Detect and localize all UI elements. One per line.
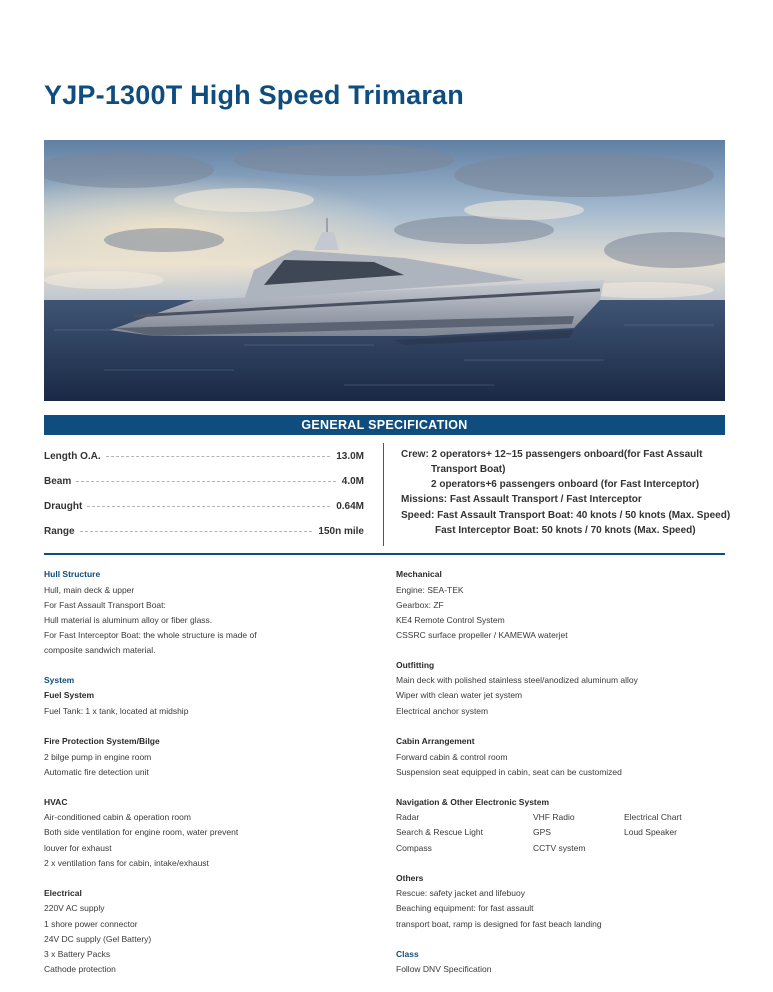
electrical-line: 220V AC supply	[44, 903, 105, 913]
hull-heading: Hull Structure	[44, 569, 101, 579]
hull-line: Hull, main deck & upper	[44, 585, 135, 595]
electrical-line: 24V DC supply (Gel Battery)	[44, 934, 152, 944]
dimension-value: 0.64M	[336, 500, 364, 512]
spec-divider	[383, 443, 384, 546]
outfitting-line: Electrical anchor system	[396, 706, 489, 716]
cabin-heading: Cabin Arrangement	[396, 736, 475, 746]
cabin-line: Forward cabin & control room	[396, 752, 508, 762]
hull-line: Hull material is aluminum alloy or fiber glass.	[44, 615, 213, 625]
fuel-system-heading: Fuel System	[44, 690, 95, 700]
electrical-line: Cathode protection	[44, 964, 116, 974]
navigation-heading: Navigation & Other Electronic System	[396, 797, 550, 807]
others-line: transport boat, ramp is designed for fast beach landing	[396, 919, 602, 929]
hull-line: composite sandwich material.	[44, 645, 156, 655]
speed-spec-interceptor: Fast Interceptor Boat: 50 knots / 70 knots (Max. Speed)	[435, 525, 696, 536]
hull-line: For Fast Assault Transport Boat:	[44, 600, 166, 610]
leader-dots	[76, 481, 336, 482]
nav-item: VHF Radio	[533, 812, 575, 822]
fuel-line: Fuel Tank: 1 x tank, located at midship	[44, 706, 189, 716]
others-heading: Others	[396, 873, 424, 883]
missions-spec: Missions: Fast Assault Transport / Fast Interceptor	[401, 494, 642, 505]
nav-item: Electrical Chart	[624, 812, 682, 822]
section-rule	[44, 553, 725, 555]
hvac-line: Air-conditioned cabin & operation room	[44, 812, 191, 822]
hvac-line: Both side ventilation for engine room, water prevent	[44, 827, 239, 837]
mechanical-line: Engine: SEA-TEK	[396, 585, 464, 595]
speed-spec: Speed: Fast Assault Transport Boat: 40 knots / 50 knots (Max. Speed)	[401, 510, 731, 521]
crew-spec: Crew: 2 operators+ 12~15 passengers onboard(for Fast Assault	[401, 449, 703, 460]
dimension-label: Length O.A.	[44, 450, 101, 462]
class-heading: Class	[396, 949, 419, 959]
crew-spec-interceptor: 2 operators+6 passengers onboard (for Fast Interceptor)	[431, 479, 700, 490]
dimension-row	[44, 498, 364, 514]
electrical-line: 3 x Battery Packs	[44, 949, 111, 959]
hvac-line: 2 x ventilation fans for cabin, intake/exhaust	[44, 858, 209, 868]
nav-item: Loud Speaker	[624, 827, 677, 837]
dimension-label: Draught	[44, 500, 83, 512]
boat-photo	[44, 140, 725, 401]
nav-item: GPS	[533, 827, 551, 837]
cabin-line: Suspension seat equipped in cabin, seat can be customized	[396, 767, 622, 777]
leader-dots	[80, 531, 313, 532]
outfitting-line: Wiper with clean water jet system	[396, 690, 523, 700]
others-line: Rescue: safety jacket and lifebuoy	[396, 888, 525, 898]
dimension-value: 13.0M	[336, 450, 364, 462]
dimension-row	[44, 523, 364, 539]
mechanical-line: Gearbox: ZF	[396, 600, 444, 610]
dimension-label: Range	[44, 525, 75, 537]
dimension-value: 4.0M	[341, 475, 364, 487]
fire-line: 2 bilge pump in engine room	[44, 752, 152, 762]
electrical-heading: Electrical	[44, 888, 82, 898]
others-line: Beaching equipment: for fast assault	[396, 903, 534, 913]
outfitting-heading: Outfitting	[396, 660, 435, 670]
mechanical-line: CSSRC surface propeller / KAMEWA waterjet	[396, 630, 568, 640]
outfitting-line: Main deck with polished stainless steel/anodized aluminum alloy	[396, 675, 638, 685]
nav-item: Search & Rescue Light	[396, 827, 483, 837]
leader-dots	[87, 506, 330, 507]
crew-spec-cont: Transport Boat)	[431, 464, 506, 475]
nav-item: Radar	[396, 812, 420, 822]
fire-line: Automatic fire detection unit	[44, 767, 149, 777]
electrical-line: 1 shore power connector	[44, 919, 138, 929]
system-heading: System	[44, 675, 75, 685]
general-specification-header: GENERAL SPECIFICATION	[44, 415, 725, 435]
dimension-row	[44, 473, 364, 489]
mechanical-heading: Mechanical	[396, 569, 442, 579]
hvac-heading: HVAC	[44, 797, 68, 807]
leader-dots	[106, 456, 331, 457]
dimension-value: 150n mile	[318, 525, 364, 537]
class-line: Follow DNV Specification	[396, 964, 492, 974]
hvac-line: louver for exhaust	[44, 843, 112, 853]
fire-protection-heading: Fire Protection System/Bilge	[44, 736, 160, 746]
hull-line: For Fast Interceptor Boat: the whole structure is made of	[44, 630, 257, 640]
nav-item: Compass	[396, 843, 432, 853]
page-title: YJP-1300T High Speed Trimaran	[44, 80, 464, 110]
mechanical-line: KE4 Remote Control System	[396, 615, 505, 625]
dimension-row	[44, 448, 364, 464]
nav-item: CCTV system	[533, 843, 586, 853]
dimension-label: Beam	[44, 475, 72, 487]
